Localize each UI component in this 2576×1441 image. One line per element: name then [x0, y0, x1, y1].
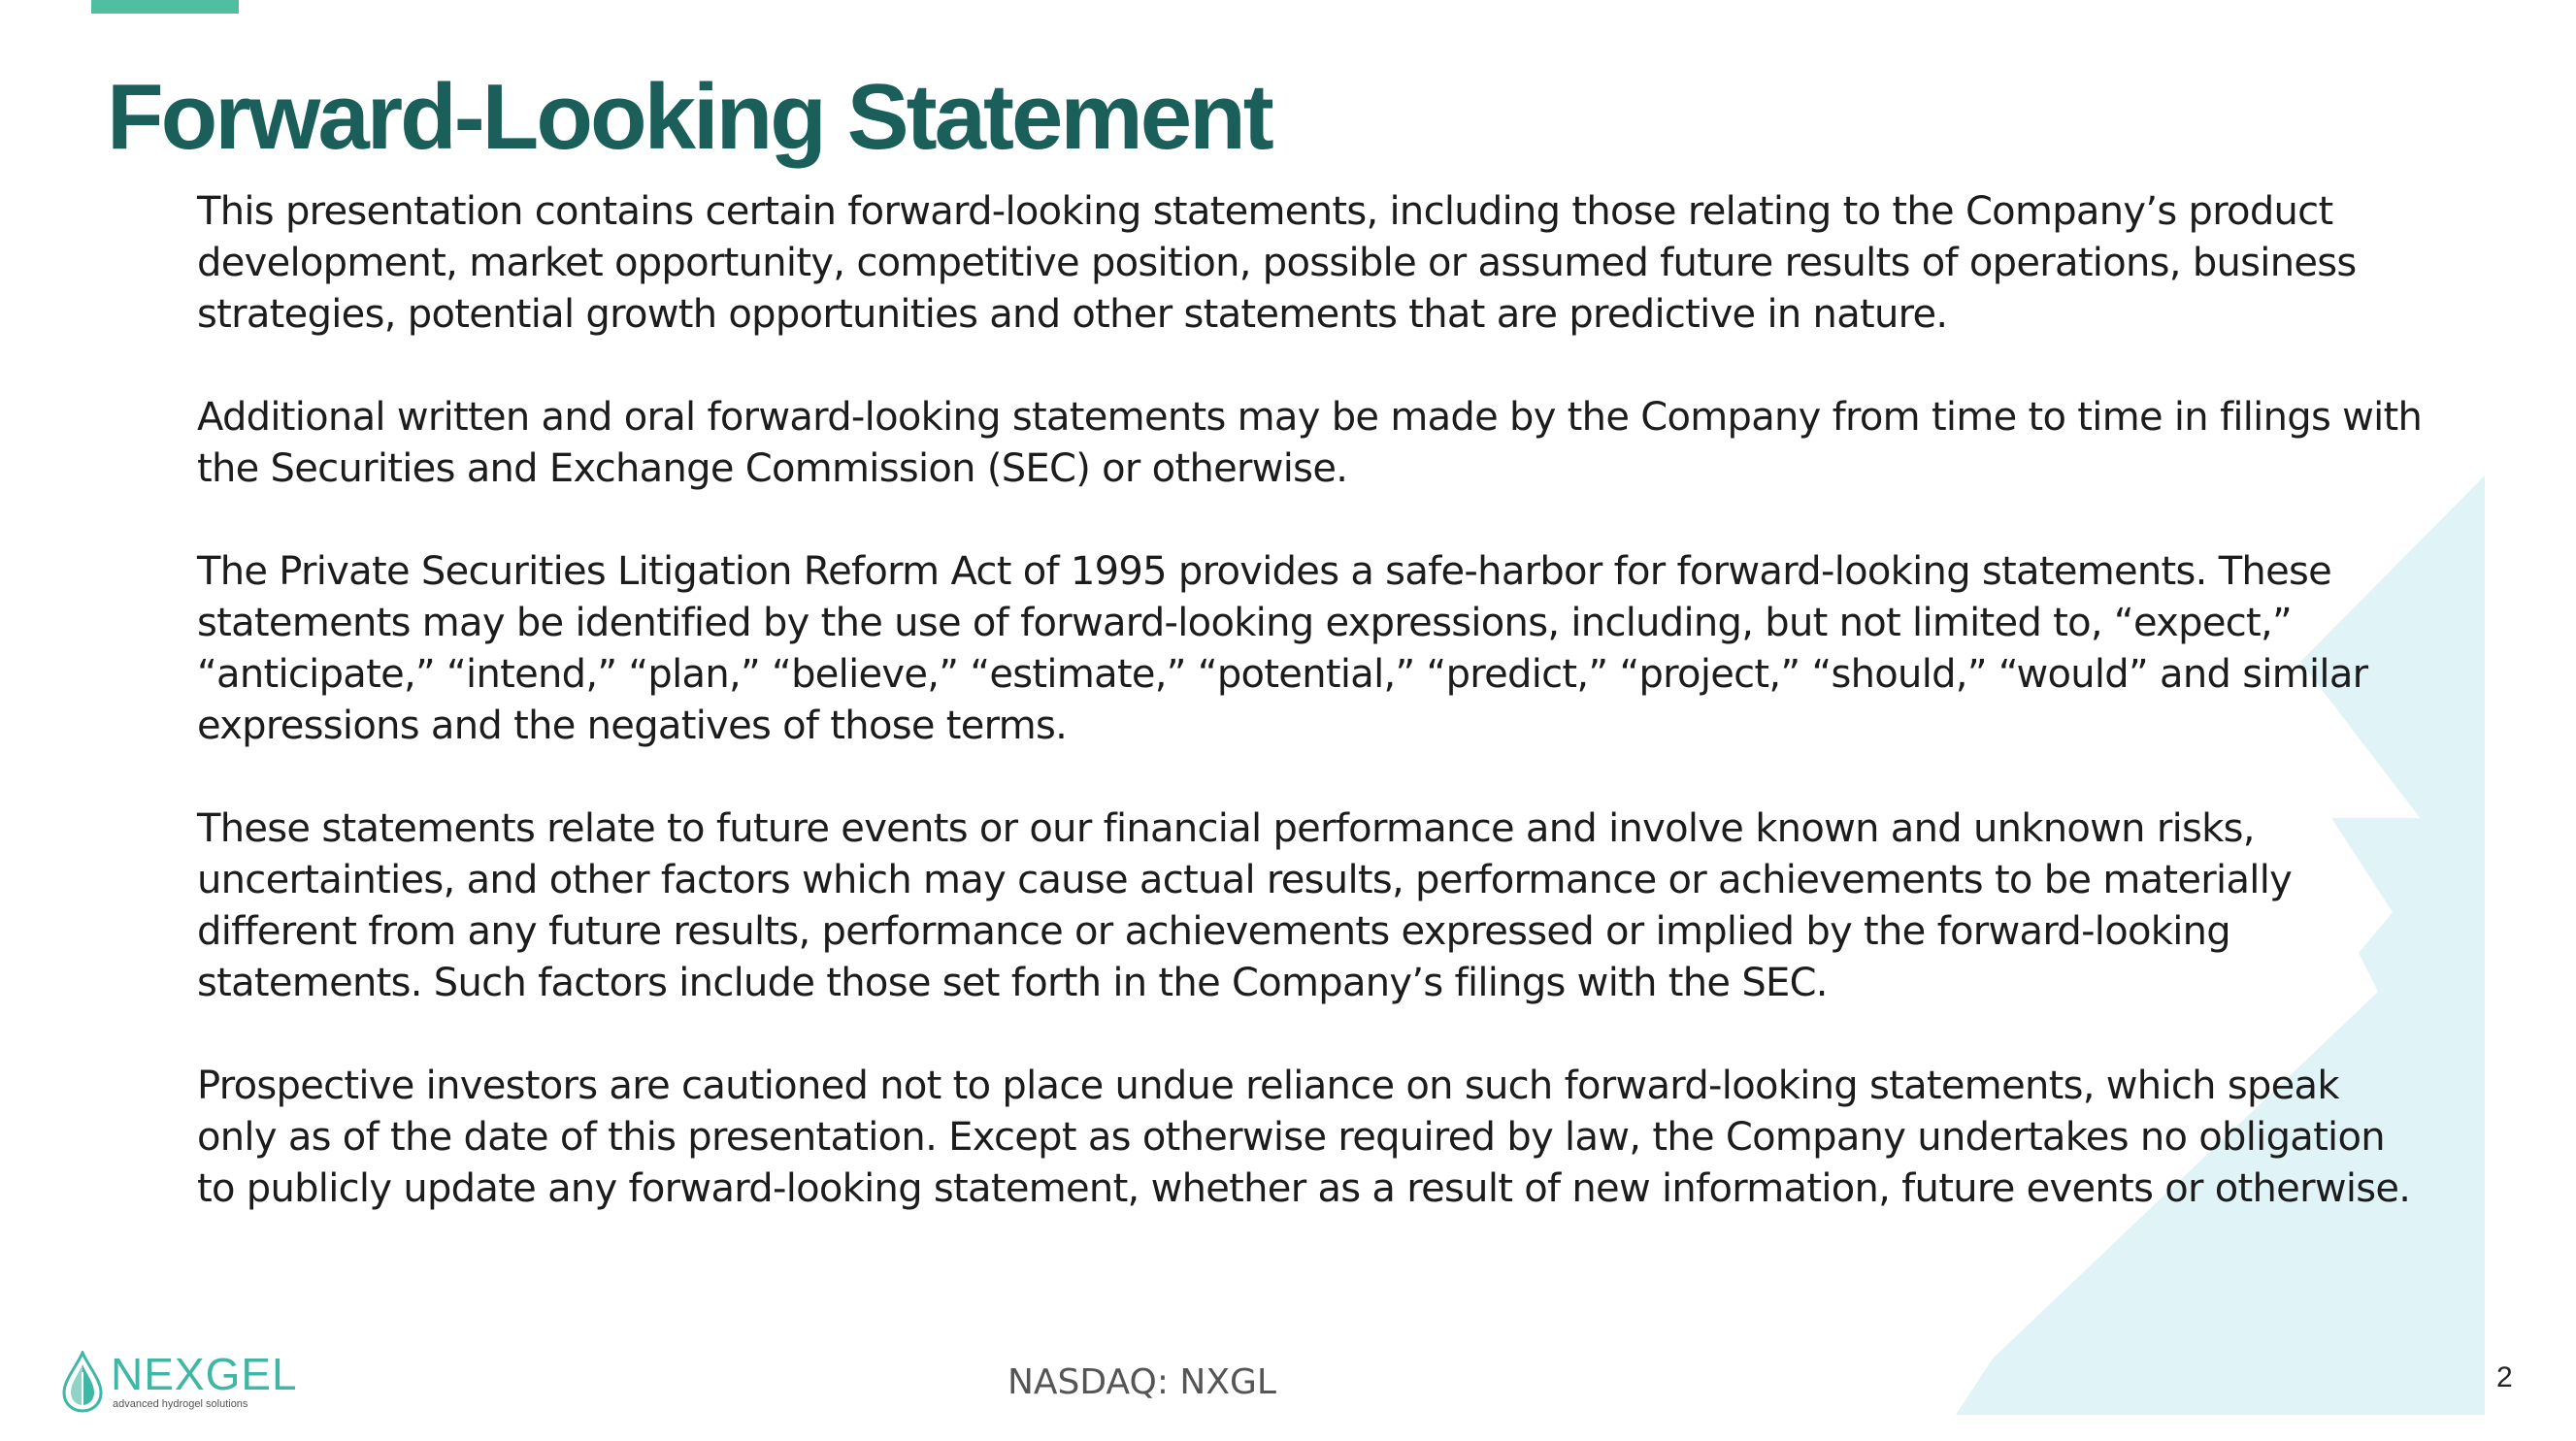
page-number: 2: [2496, 1361, 2513, 1393]
paragraph-caution: Prospective investors are cautioned not to place undue reliance on such forward-looking statements, which speak only as of the date of this presentation. Except as otherwise required by law, the Company undertakes no obligation to publicly update any forward-looking statement, whether as a result of new information, future events or otherwise.: [197, 1064, 2411, 1211]
logo-wordmark: NEXGEL: [111, 1349, 298, 1399]
page-title: Forward-Looking Statement: [107, 65, 1271, 169]
paragraph-additional-statements: Additional written and oral forward-looking statements may be made by the Company from time to time in filings with the Securities and Exchange Commission (SEC) or otherwise.: [197, 395, 2423, 491]
paragraph-forward-looking-intro: This presentation contains certain forward-looking statements, including those relating to the Company’s product development, market opportunity, competitive position, possible or assumed future results of operations, business strategies, potential growth opportunities and other statements that are predictive in nature.: [197, 189, 2357, 337]
paragraph-risks: These statements relate to future events or our financial performance and involve known and unknown risks, uncertainties, and other factors which may cause actual results, performance or achievements to be materially different from any future results, performance or achievements expressed or implied by the forward-looking statements. Such factors include those set forth in the Company’s filings with the SEC.: [197, 806, 2293, 1005]
logo-tagline: advanced hydrogel solutions: [113, 1398, 248, 1410]
company-logo: [60, 1351, 313, 1415]
paragraph-safe-harbor: The Private Securities Litigation Reform Act of 1995 provides a safe-harbor for forward-looking statements. These statements may be identified by the use of forward-looking expressions, including, but not limited to, “expect,” “anticipate,” “intend,” “plan,” “believe,” “estimate,” “potential,” “predict,” “project,” “should,” “would” and similar expressions and the negatives of those terms.: [197, 549, 2368, 748]
stock-ticker: NASDAQ: NXGL: [1007, 1362, 1276, 1402]
disclaimer-body: [197, 186, 2429, 1215]
water-drop-icon: [60, 1351, 105, 1413]
